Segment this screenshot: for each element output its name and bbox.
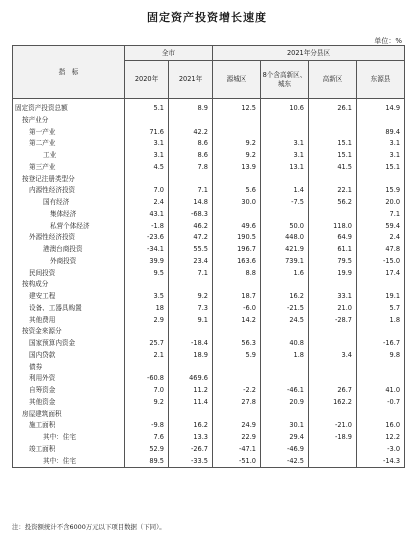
table-row <box>13 397 405 409</box>
cell-value <box>213 279 261 291</box>
cell-value: 47.8 <box>357 244 405 256</box>
row-label: 国家预算内资金 <box>13 338 125 350</box>
cell-value: 46.2 <box>169 221 213 233</box>
cell-value: 3.5 <box>125 291 169 303</box>
cell-value: 13.1 <box>261 162 309 174</box>
cell-value: 2.1 <box>125 350 169 362</box>
row-label: 民间投资 <box>13 268 125 280</box>
cell-value <box>261 115 309 127</box>
cell-value: 41.0 <box>357 385 405 397</box>
row-label: 其中：住宅 <box>13 456 125 468</box>
table-row <box>13 420 405 432</box>
cell-value: 18.9 <box>169 350 213 362</box>
header-indicator: 指 标 <box>13 46 125 99</box>
table-row <box>13 232 405 244</box>
cell-value <box>169 174 213 186</box>
table-row <box>13 150 405 162</box>
cell-value: 41.5 <box>309 162 357 174</box>
table-row <box>13 326 405 338</box>
cell-value: 8.9 <box>169 99 213 115</box>
cell-value: 13.9 <box>213 162 261 174</box>
cell-value <box>309 209 357 221</box>
cell-value: 118.0 <box>309 221 357 233</box>
cell-value: 20.0 <box>357 197 405 209</box>
cell-value <box>261 362 309 374</box>
cell-value <box>309 115 357 127</box>
cell-value: -34.1 <box>125 244 169 256</box>
cell-value <box>213 174 261 186</box>
cell-value <box>213 409 261 421</box>
row-label: 固定资产投资总额 <box>13 99 125 115</box>
cell-value: 12.2 <box>357 432 405 444</box>
cell-value: 2.9 <box>125 315 169 327</box>
cell-value: 5.7 <box>357 303 405 315</box>
table-row <box>13 409 405 421</box>
cell-value: 89.5 <box>125 456 169 468</box>
cell-value <box>213 115 261 127</box>
cell-value: 3.1 <box>261 138 309 150</box>
header-city: 全市 <box>125 46 213 61</box>
row-label: 工业 <box>13 150 125 162</box>
header-district-d: 东源县 <box>357 61 405 99</box>
cell-value: -15.0 <box>357 256 405 268</box>
cell-value: -51.0 <box>213 456 261 468</box>
page-title: 固定资产投资增长速度 <box>147 11 267 24</box>
cell-value: 196.7 <box>213 244 261 256</box>
cell-value: 3.1 <box>357 138 405 150</box>
cell-value: 50.0 <box>261 221 309 233</box>
cell-value: 22.9 <box>213 432 261 444</box>
cell-value: 10.6 <box>261 99 309 115</box>
header-district-c: 高新区 <box>309 61 357 99</box>
cell-value <box>213 127 261 139</box>
cell-value: -46.9 <box>261 444 309 456</box>
row-label: 债券 <box>13 362 125 374</box>
cell-value: 42.2 <box>169 127 213 139</box>
cell-value: 8.8 <box>213 268 261 280</box>
table-row <box>13 362 405 374</box>
cell-value: -21.0 <box>309 420 357 432</box>
cell-value: 190.5 <box>213 232 261 244</box>
row-label: 私营个体经济 <box>13 221 125 233</box>
cell-value <box>125 362 169 374</box>
cell-value: 17.4 <box>357 268 405 280</box>
cell-value: 5.1 <box>125 99 169 115</box>
cell-value: -2.2 <box>213 385 261 397</box>
row-label: 国有经济 <box>13 197 125 209</box>
cell-value: -42.5 <box>261 456 309 468</box>
cell-value: 56.2 <box>309 197 357 209</box>
cell-value <box>309 409 357 421</box>
cell-value: 5.9 <box>213 350 261 362</box>
cell-value: 30.0 <box>213 197 261 209</box>
table-row <box>13 99 405 115</box>
table-row <box>13 385 405 397</box>
cell-value: 14.8 <box>169 197 213 209</box>
row-label: 施工面积 <box>13 420 125 432</box>
cell-value: 4.5 <box>125 162 169 174</box>
table-row <box>13 162 405 174</box>
header-2021: 2021年 <box>169 61 213 99</box>
cell-value <box>357 362 405 374</box>
cell-value: 7.1 <box>169 185 213 197</box>
cell-value: 19.1 <box>357 291 405 303</box>
cell-value: 3.4 <box>309 350 357 362</box>
cell-value <box>309 326 357 338</box>
cell-value <box>213 209 261 221</box>
cell-value: -47.1 <box>213 444 261 456</box>
cell-value: 20.9 <box>261 397 309 409</box>
cell-value: -3.0 <box>357 444 405 456</box>
cell-value <box>213 362 261 374</box>
row-label: 建安工程 <box>13 291 125 303</box>
table-row <box>13 221 405 233</box>
cell-value: 7.6 <box>125 432 169 444</box>
cell-value: 39.9 <box>125 256 169 268</box>
cell-value <box>357 373 405 385</box>
cell-value: -23.6 <box>125 232 169 244</box>
cell-value: 2.4 <box>357 232 405 244</box>
cell-value: -60.8 <box>125 373 169 385</box>
cell-value: 22.1 <box>309 185 357 197</box>
cell-value: 52.9 <box>125 444 169 456</box>
cell-value: 15.1 <box>309 138 357 150</box>
cell-value: 1.6 <box>261 268 309 280</box>
cell-value: 9.1 <box>169 315 213 327</box>
table-row <box>13 115 405 127</box>
cell-value <box>357 115 405 127</box>
cell-value <box>309 279 357 291</box>
cell-value: 15.1 <box>357 162 405 174</box>
cell-value <box>125 115 169 127</box>
table-row <box>13 279 405 291</box>
cell-value <box>357 279 405 291</box>
cell-value <box>309 362 357 374</box>
cell-value: 33.1 <box>309 291 357 303</box>
cell-value: 9.8 <box>357 350 405 362</box>
cell-value <box>309 456 357 468</box>
cell-value <box>357 409 405 421</box>
cell-value: 7.1 <box>169 268 213 280</box>
table-row <box>13 432 405 444</box>
table-row <box>13 291 405 303</box>
cell-value: 9.2 <box>169 291 213 303</box>
cell-value: 14.2 <box>213 315 261 327</box>
cell-value <box>309 338 357 350</box>
cell-value: -16.7 <box>357 338 405 350</box>
cell-value: 30.1 <box>261 420 309 432</box>
cell-value: 19.9 <box>309 268 357 280</box>
cell-value: 11.2 <box>169 385 213 397</box>
row-label: 其他资金 <box>13 397 125 409</box>
table-row <box>13 174 405 186</box>
cell-value: 18 <box>125 303 169 315</box>
header-district-b: 8个含高新区、城东 <box>261 61 309 99</box>
table-row <box>13 315 405 327</box>
cell-value: 7.0 <box>125 385 169 397</box>
cell-value <box>169 326 213 338</box>
cell-value: -14.3 <box>357 456 405 468</box>
table-row <box>13 185 405 197</box>
row-label: 第一产业 <box>13 127 125 139</box>
row-label: 第二产业 <box>13 138 125 150</box>
cell-value: 5.6 <box>213 185 261 197</box>
cell-value: 163.6 <box>213 256 261 268</box>
cell-value: 49.6 <box>213 221 261 233</box>
cell-value: 162.2 <box>309 397 357 409</box>
cell-value: 47.2 <box>169 232 213 244</box>
cell-value: -0.7 <box>357 397 405 409</box>
cell-value: 1.8 <box>261 350 309 362</box>
cell-value: 7.1 <box>357 209 405 221</box>
cell-value <box>261 279 309 291</box>
table-row <box>13 350 405 362</box>
header-district-a: 源城区 <box>213 61 261 99</box>
cell-value <box>261 127 309 139</box>
cell-value <box>169 409 213 421</box>
table-row <box>13 338 405 350</box>
row-label: 设备、工器具购置 <box>13 303 125 315</box>
row-label: 房屋建筑面积 <box>13 409 125 421</box>
cell-value: 18.7 <box>213 291 261 303</box>
cell-value: 26.7 <box>309 385 357 397</box>
cell-value <box>309 174 357 186</box>
table-row <box>13 456 405 468</box>
cell-value: 23.4 <box>169 256 213 268</box>
cell-value <box>309 444 357 456</box>
cell-value <box>125 174 169 186</box>
cell-value: 16.0 <box>357 420 405 432</box>
cell-value: -28.7 <box>309 315 357 327</box>
cell-value: 89.4 <box>357 127 405 139</box>
cell-value: 448.0 <box>261 232 309 244</box>
cell-value <box>261 373 309 385</box>
cell-value <box>309 373 357 385</box>
cell-value: -18.4 <box>169 338 213 350</box>
cell-value: -68.3 <box>169 209 213 221</box>
cell-value: 61.1 <box>309 244 357 256</box>
cell-value: 29.4 <box>261 432 309 444</box>
cell-value: 9.2 <box>125 397 169 409</box>
investment-growth-table <box>12 45 405 468</box>
table-row <box>13 138 405 150</box>
cell-value: 25.7 <box>125 338 169 350</box>
cell-value: -21.5 <box>261 303 309 315</box>
row-label: 按产业分 <box>13 115 125 127</box>
cell-value: -46.1 <box>261 385 309 397</box>
row-label: 其中：住宅 <box>13 432 125 444</box>
cell-value: 469.6 <box>169 373 213 385</box>
cell-value: 15.9 <box>357 185 405 197</box>
row-label: 自筹资金 <box>13 385 125 397</box>
row-label: 利用外资 <box>13 373 125 385</box>
cell-value: 3.1 <box>357 150 405 162</box>
cell-value: 1.8 <box>357 315 405 327</box>
cell-value <box>309 127 357 139</box>
cell-value: 9.2 <box>213 138 261 150</box>
cell-value: 24.9 <box>213 420 261 432</box>
row-label: 按资金来源分 <box>13 326 125 338</box>
row-label: 竣工面积 <box>13 444 125 456</box>
cell-value: 7.3 <box>169 303 213 315</box>
table-row <box>13 127 405 139</box>
cell-value <box>357 174 405 186</box>
cell-value: 40.8 <box>261 338 309 350</box>
cell-value: 24.5 <box>261 315 309 327</box>
table-row <box>13 303 405 315</box>
cell-value: 2.4 <box>125 197 169 209</box>
cell-value <box>125 279 169 291</box>
cell-value: 13.3 <box>169 432 213 444</box>
cell-value: 71.6 <box>125 127 169 139</box>
cell-value <box>261 409 309 421</box>
cell-value: 7.0 <box>125 185 169 197</box>
cell-value: 26.1 <box>309 99 357 115</box>
table-row <box>13 197 405 209</box>
cell-value: 27.8 <box>213 397 261 409</box>
cell-value <box>261 174 309 186</box>
row-label: 国内贷款 <box>13 350 125 362</box>
row-label: 集体经济 <box>13 209 125 221</box>
cell-value <box>213 326 261 338</box>
cell-value: 739.1 <box>261 256 309 268</box>
table-row <box>13 209 405 221</box>
cell-value: 56.3 <box>213 338 261 350</box>
cell-value: 64.9 <box>309 232 357 244</box>
cell-value: 43.1 <box>125 209 169 221</box>
cell-value: 1.4 <box>261 185 309 197</box>
header-districts: 2021年分县区 <box>213 46 405 61</box>
row-label: 第三产业 <box>13 162 125 174</box>
cell-value: 3.1 <box>125 138 169 150</box>
row-label: 按构成分 <box>13 279 125 291</box>
cell-value: 8.6 <box>169 150 213 162</box>
row-label: 外源性经济投资 <box>13 232 125 244</box>
cell-value: -6.0 <box>213 303 261 315</box>
cell-value: 16.2 <box>261 291 309 303</box>
cell-value <box>261 326 309 338</box>
cell-value: 55.5 <box>169 244 213 256</box>
cell-value: 16.2 <box>169 420 213 432</box>
cell-value: -18.9 <box>309 432 357 444</box>
cell-value: -1.8 <box>125 221 169 233</box>
cell-value: 15.1 <box>309 150 357 162</box>
cell-value <box>125 409 169 421</box>
cell-value: 421.9 <box>261 244 309 256</box>
cell-value: -7.5 <box>261 197 309 209</box>
table-row <box>13 268 405 280</box>
cell-value: 79.5 <box>309 256 357 268</box>
cell-value <box>169 362 213 374</box>
table-row <box>13 373 405 385</box>
cell-value <box>357 326 405 338</box>
table-row <box>13 444 405 456</box>
cell-value: 3.1 <box>261 150 309 162</box>
header-2020: 2020年 <box>125 61 169 99</box>
row-label: 按登记注册类型分 <box>13 174 125 186</box>
cell-value <box>169 279 213 291</box>
cell-value: 9.5 <box>125 268 169 280</box>
cell-value <box>125 326 169 338</box>
table-row <box>13 244 405 256</box>
cell-value: 8.6 <box>169 138 213 150</box>
cell-value: -33.5 <box>169 456 213 468</box>
row-label: 内源性经济投资 <box>13 185 125 197</box>
footnote: 注：投资额统计不含6000万元以下项目数据（下同）。 <box>12 523 166 531</box>
cell-value: -9.8 <box>125 420 169 432</box>
cell-value: 9.2 <box>213 150 261 162</box>
cell-value: 3.1 <box>125 150 169 162</box>
cell-value: 21.0 <box>309 303 357 315</box>
table-body <box>13 99 405 468</box>
cell-value <box>213 373 261 385</box>
row-label: 其他费用 <box>13 315 125 327</box>
cell-value: 14.9 <box>357 99 405 115</box>
row-label: 港澳台商投资 <box>13 244 125 256</box>
cell-value: 12.5 <box>213 99 261 115</box>
cell-value: -26.7 <box>169 444 213 456</box>
table-row <box>13 256 405 268</box>
cell-value: 59.4 <box>357 221 405 233</box>
cell-value: 11.4 <box>169 397 213 409</box>
cell-value: 7.8 <box>169 162 213 174</box>
row-label: 外商投资 <box>13 256 125 268</box>
unit-label: 单位：% <box>374 37 402 45</box>
cell-value <box>169 115 213 127</box>
cell-value <box>261 209 309 221</box>
